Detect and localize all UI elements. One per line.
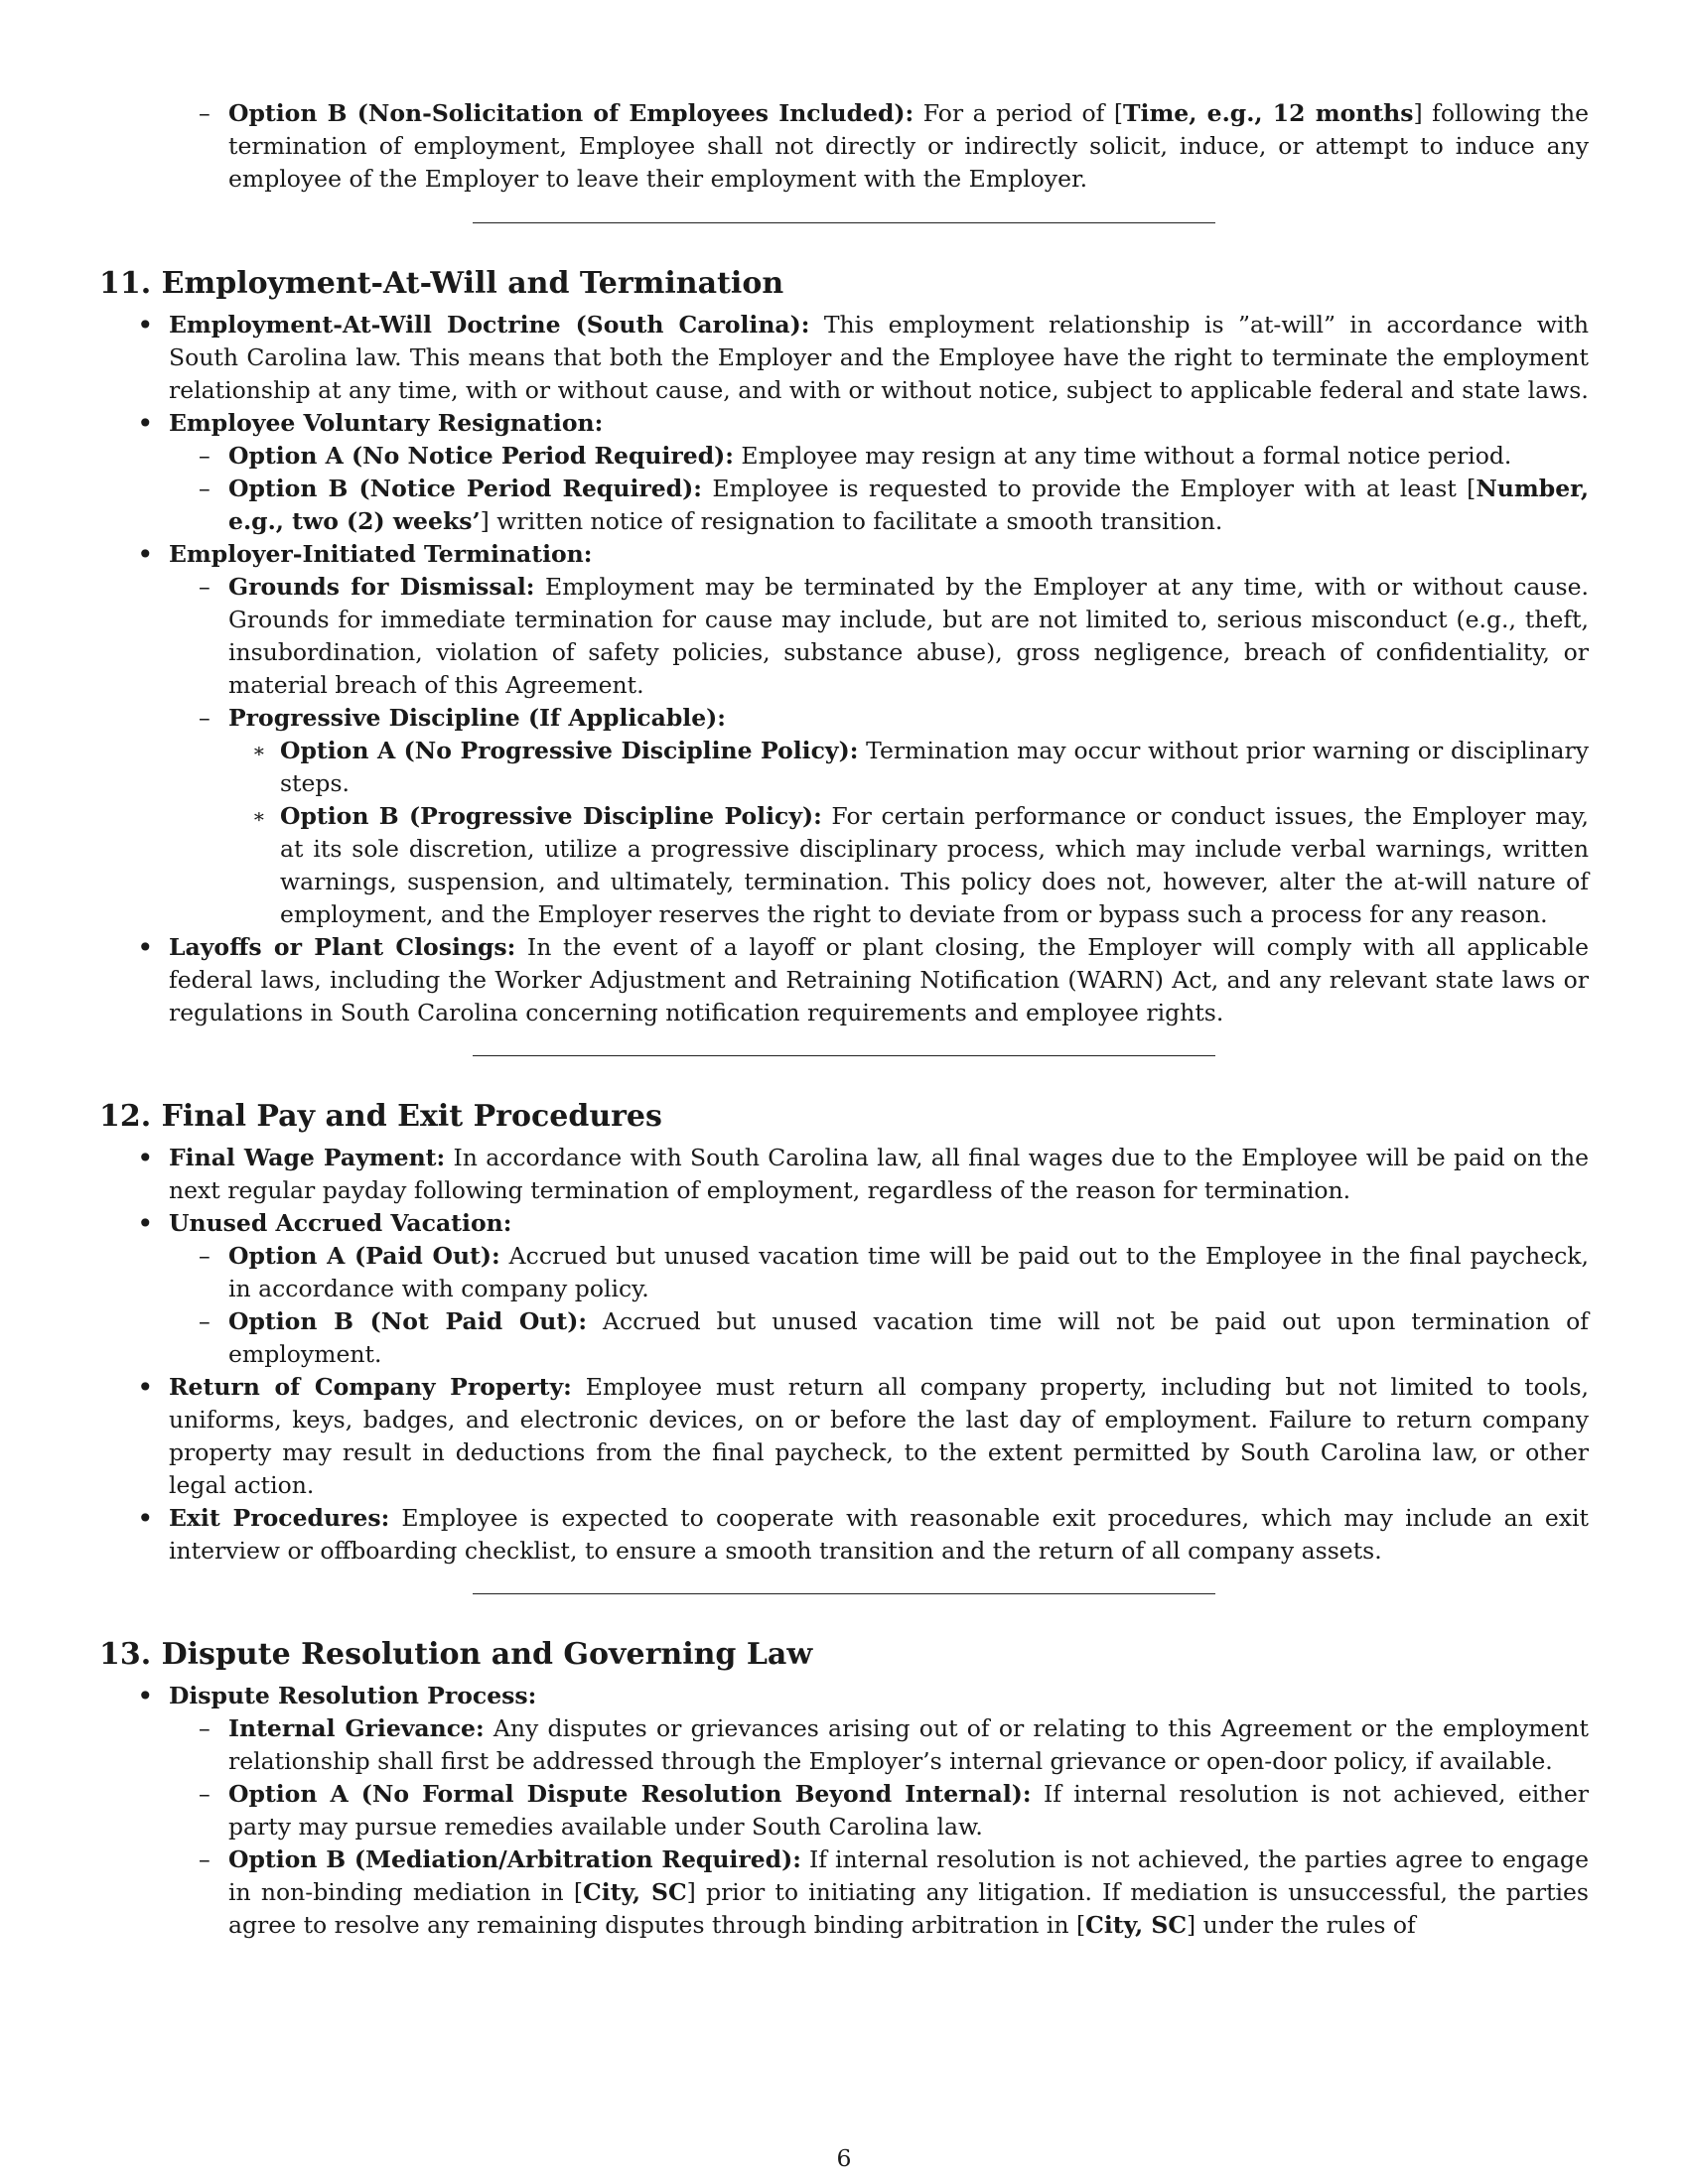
dash-marker: – xyxy=(199,1242,211,1270)
list-item-dispute-option-a: – Option A (No Formal Dispute Resolution Beyond Internal): If internal resolution is not achieved, either party may pursue remedies available under South Carolina law. xyxy=(199,1780,1589,1841)
bullet-marker: • xyxy=(137,1680,154,1712)
bullet-marker: • xyxy=(137,931,154,964)
bullet-marker: • xyxy=(137,1142,154,1174)
list-item-vacation-option-b: – Option B (Not Paid Out): Accrued but unused vacation time will not be paid out upon termination of employment. xyxy=(199,1307,1589,1368)
list-item-company-property: • Return of Company Property: Employee must return all company property, including but not limited to tools, uniforms, keys, badges, and electronic devices, on or before the last day of employment. Failure to return company property may result in deductions from the final paycheck, to the extent permitted by South Carolina law, or other legal action. xyxy=(137,1371,1589,1499)
star-marker: ∗ xyxy=(252,804,266,828)
document-page xyxy=(99,97,1589,1942)
dash-marker: – xyxy=(199,475,211,502)
bullet-marker: • xyxy=(137,309,154,341)
page-number: 6 xyxy=(836,2144,852,2172)
list-item-at-will-doctrine: • Employment-At-Will Doctrine (South Carolina): This employment relationship is ”at-will” in accordance with South Carolina law. This means that both the Employer and the Employee have the right to terminate the employment relationship at any time, with or without cause, and with or without notice, subject to applicable federal and state laws. xyxy=(137,309,1589,404)
list-item-resign-option-a: – Option A (No Notice Period Required): Employee may resign at any time without a formal notice period. xyxy=(99,440,1589,473)
list-item-unused-vacation: • Unused Accrued Vacation: xyxy=(137,1207,512,1240)
list-item-progressive-discipline: – Progressive Discipline (If Applicable): xyxy=(99,702,1589,735)
dash-marker: – xyxy=(199,1780,211,1808)
section-heading-11: 11. Employment-At-Will and Termination xyxy=(99,266,784,301)
bullet-marker: • xyxy=(137,1207,154,1240)
list-item-dispute-option-b: – Option B (Mediation/Arbitration Required): If internal resolution is not achieved, the parties agree to engage in non-binding mediation in [City, SC] prior to initiating any litigation. If mediation is unsuccessful, the parties agree to resolve any remaining disputes through binding arbitration in [City, SC] under the rules of xyxy=(199,1845,1589,1939)
section-divider xyxy=(473,1055,1215,1056)
section-divider xyxy=(473,222,1215,223)
bullet-marker: • xyxy=(137,407,154,440)
list-item-resign-option-b: – Option B (Notice Period Required): Employee is requested to provide the Employer with at least [Number, e.g., two (2) weeks’] written notice of resignation to facilitate a smooth transition. xyxy=(199,475,1589,535)
dash-marker: – xyxy=(199,704,211,732)
item-title: Option B (Non-Solicitation of Employees Included): xyxy=(228,99,914,127)
dash-marker: – xyxy=(199,99,211,127)
section-heading-12: 12. Final Pay and Exit Procedures xyxy=(99,1099,662,1134)
section-heading-13: 13. Dispute Resolution and Governing Law xyxy=(99,1637,813,1672)
list-item-exit-procedures: • Exit Procedures: Employee is expected to cooperate with reasonable exit procedures, which may include an exit interview or offboarding checklist, to ensure a smooth transition and the return of all company assets. xyxy=(137,1502,1589,1565)
list-item-dispute-process: • Dispute Resolution Process: xyxy=(137,1680,537,1712)
list-item-grounds-for-dismissal: – Grounds for Dismissal: Employment may be terminated by the Employer at any time, with or without cause. Grounds for immediate termination for cause may include, but are not limited to, serious misconduct (e.g., theft, insubordination, violation of safety policies, substance abuse), gross negligence, breach of confidentiality, or material breach of this Agreement. xyxy=(199,573,1589,699)
list-item-discipline-option-a: ∗ Option A (No Progressive Discipline Policy): Termination may occur without prior warning or disciplinary steps. xyxy=(252,737,1589,797)
list-item-discipline-option-b: ∗ Option B (Progressive Discipline Policy): For certain performance or conduct issues, the Employer may, at its sole discretion, utilize a progressive disciplinary process, which may include verbal warnings, written warnings, suspension, and ultimately, termination. This policy does not, however, alter the at-will nature of employment, and the Employer reserves the right to deviate from or bypass such a process for any reason. xyxy=(252,802,1589,928)
non-solicitation-option-b: – Option B (Non-Solicitation of Employees Included): For a period of [Time, e.g., 12 months] following the termination of employment, Employee shall not directly or indirectly solicit, induce, or attempt to induce any employee of the Employer to leave their employment with the Employer. xyxy=(199,99,1589,193)
bullet-marker: • xyxy=(137,538,154,571)
bullet-marker: • xyxy=(137,1502,154,1535)
bullet-marker: • xyxy=(137,1371,154,1404)
dash-marker: – xyxy=(199,1307,211,1335)
dash-marker: – xyxy=(199,1714,211,1742)
section-divider xyxy=(473,1593,1215,1594)
star-marker: ∗ xyxy=(252,739,266,762)
list-item-employer-termination: • Employer-Initiated Termination: xyxy=(137,538,593,571)
list-item-voluntary-resignation: • Employee Voluntary Resignation: xyxy=(137,407,604,440)
dash-marker: – xyxy=(199,442,211,470)
list-item-layoffs: • Layoffs or Plant Closings: In the event of a layoff or plant closing, the Employer will comply with all applicable federal laws, including the Worker Adjustment and Retraining Notification (WARN) Act, and any relevant state laws or regulations in South Carolina concerning notification requirements and employee rights. xyxy=(137,931,1589,1026)
list-item-vacation-option-a: – Option A (Paid Out): Accrued but unused vacation time will be paid out to the Employee in the final paycheck, in accordance with company policy. xyxy=(199,1242,1589,1302)
list-item-internal-grievance: – Internal Grievance: Any disputes or grievances arising out of or relating to this Agreement or the employment relationship shall first be addressed through the Employer’s internal grievance or open-door policy, if available. xyxy=(199,1714,1590,1775)
list-item-final-wage: • Final Wage Payment: In accordance with South Carolina law, all final wages due to the Employee will be paid on the next regular payday following termination of employment, regardless of the reason for termination. xyxy=(137,1142,1589,1204)
dash-marker: – xyxy=(199,1845,211,1873)
dash-marker: – xyxy=(199,573,211,601)
